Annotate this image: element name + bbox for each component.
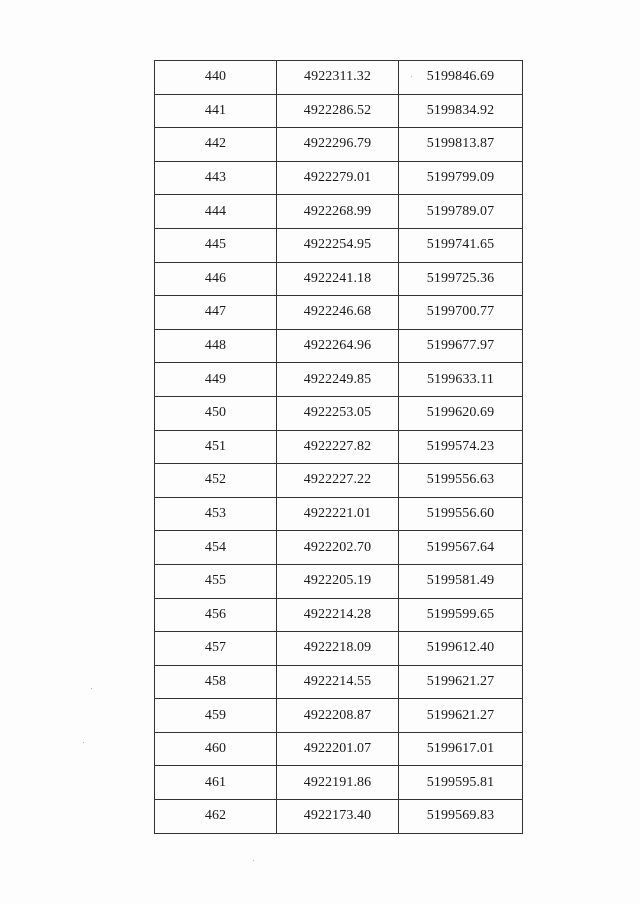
x-coordinate-cell: 4922201.07 bbox=[277, 732, 399, 766]
point-number-cell: 446 bbox=[155, 262, 277, 296]
x-coordinate-cell: 4922227.82 bbox=[277, 430, 399, 464]
point-number-cell: 455 bbox=[155, 564, 277, 598]
scan-speck bbox=[83, 742, 84, 743]
table-row bbox=[155, 430, 523, 464]
y-coordinate-cell: 5199612.40 bbox=[399, 632, 523, 666]
x-coordinate-cell: 4922268.99 bbox=[277, 195, 399, 229]
y-coordinate-cell: 5199799.09 bbox=[399, 161, 523, 195]
x-coordinate-cell: 4922249.85 bbox=[277, 363, 399, 397]
point-number-cell: 441 bbox=[155, 94, 277, 128]
y-coordinate-cell: 5199725.36 bbox=[399, 262, 523, 296]
x-coordinate-cell: 4922205.19 bbox=[277, 564, 399, 598]
table-row bbox=[155, 766, 523, 800]
point-number-cell: 448 bbox=[155, 329, 277, 363]
scan-speck bbox=[91, 688, 92, 689]
x-coordinate-cell: 4922311.32 bbox=[277, 61, 399, 95]
y-coordinate-cell: 5199741.65 bbox=[399, 228, 523, 262]
table-row bbox=[155, 396, 523, 430]
x-coordinate-cell: 4922221.01 bbox=[277, 497, 399, 531]
scan-speck bbox=[411, 76, 412, 77]
x-coordinate-cell: 4922241.18 bbox=[277, 262, 399, 296]
point-number-cell: 451 bbox=[155, 430, 277, 464]
table-row bbox=[155, 800, 523, 834]
point-number-cell: 453 bbox=[155, 497, 277, 531]
table-row bbox=[155, 632, 523, 666]
table-row bbox=[155, 699, 523, 733]
table-row bbox=[155, 228, 523, 262]
table-row bbox=[155, 497, 523, 531]
y-coordinate-cell: 5199556.63 bbox=[399, 464, 523, 498]
table-row bbox=[155, 363, 523, 397]
y-coordinate-cell: 5199813.87 bbox=[399, 128, 523, 162]
y-coordinate-cell: 5199617.01 bbox=[399, 732, 523, 766]
table-row bbox=[155, 61, 523, 95]
x-coordinate-cell: 4922253.05 bbox=[277, 396, 399, 430]
table-row bbox=[155, 665, 523, 699]
x-coordinate-cell: 4922214.55 bbox=[277, 665, 399, 699]
x-coordinate-cell: 4922208.87 bbox=[277, 699, 399, 733]
table-row bbox=[155, 732, 523, 766]
y-coordinate-cell: 5199621.27 bbox=[399, 699, 523, 733]
table-row bbox=[155, 531, 523, 565]
x-coordinate-cell: 4922173.40 bbox=[277, 800, 399, 834]
scan-speck bbox=[253, 860, 254, 861]
point-number-cell: 447 bbox=[155, 296, 277, 330]
x-coordinate-cell: 4922286.52 bbox=[277, 94, 399, 128]
x-coordinate-cell: 4922191.86 bbox=[277, 766, 399, 800]
y-coordinate-cell: 5199556.60 bbox=[399, 497, 523, 531]
point-number-cell: 457 bbox=[155, 632, 277, 666]
y-coordinate-cell: 5199834.92 bbox=[399, 94, 523, 128]
x-coordinate-cell: 4922254.95 bbox=[277, 228, 399, 262]
coordinate-table bbox=[154, 60, 523, 834]
y-coordinate-cell: 5199621.27 bbox=[399, 665, 523, 699]
point-number-cell: 440 bbox=[155, 61, 277, 95]
point-number-cell: 450 bbox=[155, 396, 277, 430]
table-row bbox=[155, 161, 523, 195]
table-row bbox=[155, 564, 523, 598]
y-coordinate-cell: 5199581.49 bbox=[399, 564, 523, 598]
point-number-cell: 442 bbox=[155, 128, 277, 162]
x-coordinate-cell: 4922227.22 bbox=[277, 464, 399, 498]
x-coordinate-cell: 4922296.79 bbox=[277, 128, 399, 162]
x-coordinate-cell: 4922202.70 bbox=[277, 531, 399, 565]
point-number-cell: 445 bbox=[155, 228, 277, 262]
x-coordinate-cell: 4922246.68 bbox=[277, 296, 399, 330]
point-number-cell: 461 bbox=[155, 766, 277, 800]
point-number-cell: 456 bbox=[155, 598, 277, 632]
table-row bbox=[155, 128, 523, 162]
point-number-cell: 443 bbox=[155, 161, 277, 195]
point-number-cell: 449 bbox=[155, 363, 277, 397]
y-coordinate-cell: 5199700.77 bbox=[399, 296, 523, 330]
table-row bbox=[155, 195, 523, 229]
y-coordinate-cell: 5199620.69 bbox=[399, 396, 523, 430]
coordinate-table-body bbox=[155, 61, 523, 834]
y-coordinate-cell: 5199574.23 bbox=[399, 430, 523, 464]
table-row bbox=[155, 329, 523, 363]
point-number-cell: 454 bbox=[155, 531, 277, 565]
point-number-cell: 459 bbox=[155, 699, 277, 733]
point-number-cell: 462 bbox=[155, 800, 277, 834]
y-coordinate-cell: 5199599.65 bbox=[399, 598, 523, 632]
y-coordinate-cell: 5199567.64 bbox=[399, 531, 523, 565]
point-number-cell: 460 bbox=[155, 732, 277, 766]
y-coordinate-cell: 5199595.81 bbox=[399, 766, 523, 800]
y-coordinate-cell: 5199633.11 bbox=[399, 363, 523, 397]
x-coordinate-cell: 4922279.01 bbox=[277, 161, 399, 195]
y-coordinate-cell: 5199846.69 bbox=[399, 61, 523, 95]
x-coordinate-cell: 4922214.28 bbox=[277, 598, 399, 632]
table-row bbox=[155, 598, 523, 632]
table-row bbox=[155, 464, 523, 498]
point-number-cell: 444 bbox=[155, 195, 277, 229]
y-coordinate-cell: 5199789.07 bbox=[399, 195, 523, 229]
table-row bbox=[155, 262, 523, 296]
x-coordinate-cell: 4922264.96 bbox=[277, 329, 399, 363]
x-coordinate-cell: 4922218.09 bbox=[277, 632, 399, 666]
table-row bbox=[155, 94, 523, 128]
y-coordinate-cell: 5199569.83 bbox=[399, 800, 523, 834]
point-number-cell: 452 bbox=[155, 464, 277, 498]
point-number-cell: 458 bbox=[155, 665, 277, 699]
table-row bbox=[155, 296, 523, 330]
y-coordinate-cell: 5199677.97 bbox=[399, 329, 523, 363]
